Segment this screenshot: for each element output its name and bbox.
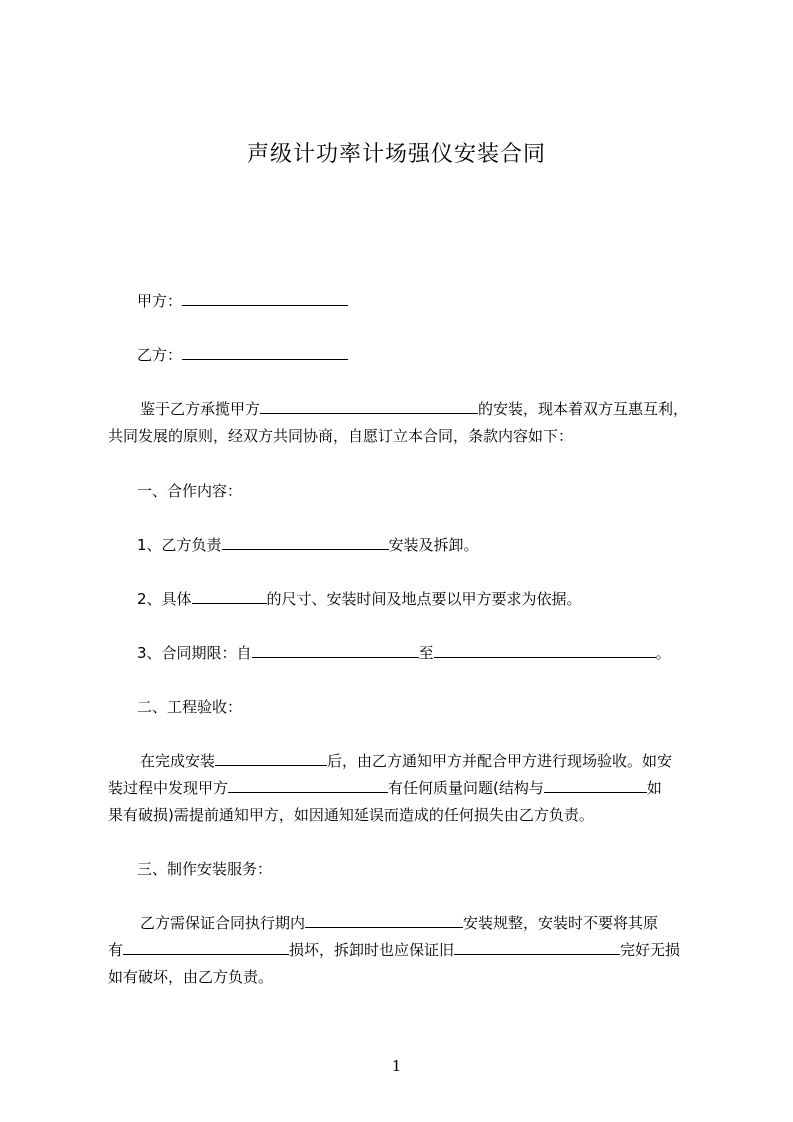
party-a-line bbox=[137, 291, 348, 311]
section-1-item-3 bbox=[137, 643, 671, 663]
acceptance-text: 有任何质量问题(结构与 bbox=[388, 779, 544, 797]
section-3-line-3: 如有破坏，由乙方负责。 bbox=[108, 968, 274, 986]
section-3-line-1 bbox=[140, 913, 658, 933]
acceptance-text: 装过程中发现甲方 bbox=[108, 779, 229, 797]
intro-text: 鉴于乙方承揽甲方 bbox=[140, 400, 261, 418]
item-text: 1、乙方负责 bbox=[137, 536, 222, 554]
section-3-line-2 bbox=[108, 940, 680, 960]
intro-line-2: 共同发展的原则，经双方共同协商，自愿订立本合同，条款内容如下： bbox=[108, 427, 574, 445]
item-text: 3、合同期限：自 bbox=[137, 644, 252, 662]
structure-blank bbox=[544, 778, 647, 793]
service-text: 损坏，拆卸时也应保证旧 bbox=[289, 941, 455, 959]
original-item-blank bbox=[123, 940, 289, 955]
party-b-blank bbox=[182, 345, 348, 360]
service-text: 完好无损 bbox=[620, 941, 681, 959]
section-2-line-3: 果有破损)需提前通知甲方，如因通知延误而造成的任何损失由乙方负责。 bbox=[108, 806, 594, 824]
section-1-heading: 一、合作内容： bbox=[137, 482, 243, 500]
install-item-blank bbox=[222, 535, 389, 550]
item-text: 至 bbox=[418, 644, 434, 662]
acceptance-text: 在完成安装 bbox=[140, 752, 216, 770]
item-text: 的尺寸、安装时间及地点要以甲方要求为依据。 bbox=[266, 590, 582, 608]
page-number: 1 bbox=[391, 1057, 402, 1075]
service-item-blank bbox=[305, 913, 463, 928]
item-text: 2、具体 bbox=[137, 590, 192, 608]
section-1-item-1 bbox=[137, 535, 479, 555]
party-b-line bbox=[137, 345, 348, 365]
section-1-item-2 bbox=[137, 589, 582, 609]
service-text: 有 bbox=[108, 941, 124, 959]
service-text: 乙方需保证合同执行期内 bbox=[140, 914, 306, 932]
party-b-label: 乙方： bbox=[137, 346, 183, 364]
old-item-blank bbox=[454, 940, 620, 955]
section-2-line-2 bbox=[108, 778, 662, 798]
service-text: 安装规整，安装时不要将其原 bbox=[463, 914, 659, 932]
start-date-blank bbox=[252, 643, 419, 658]
section-2-line-1 bbox=[140, 751, 672, 771]
item-text: 。 bbox=[655, 644, 671, 662]
intro-text: 的安装，现本着双方互惠互利， bbox=[478, 400, 689, 418]
section-2-heading: 二、工程验收： bbox=[137, 698, 243, 716]
end-date-blank bbox=[434, 643, 656, 658]
document-title: 声级计功率计场强仪安装合同 bbox=[246, 142, 546, 167]
party-a-item-blank bbox=[228, 778, 388, 793]
section-3-heading: 三、制作安装服务： bbox=[137, 860, 273, 878]
spec-blank bbox=[192, 589, 267, 604]
item-text: 安装及拆卸。 bbox=[388, 536, 479, 554]
install-complete-blank bbox=[215, 751, 327, 766]
party-a-blank bbox=[182, 291, 348, 306]
project-blank bbox=[260, 399, 478, 414]
party-a-label: 甲方： bbox=[137, 292, 183, 310]
acceptance-text: 后，由乙方通知甲方并配合甲方进行现场验收。如安 bbox=[327, 752, 673, 770]
acceptance-text: 如 bbox=[646, 779, 662, 797]
intro-line-1 bbox=[140, 399, 688, 419]
